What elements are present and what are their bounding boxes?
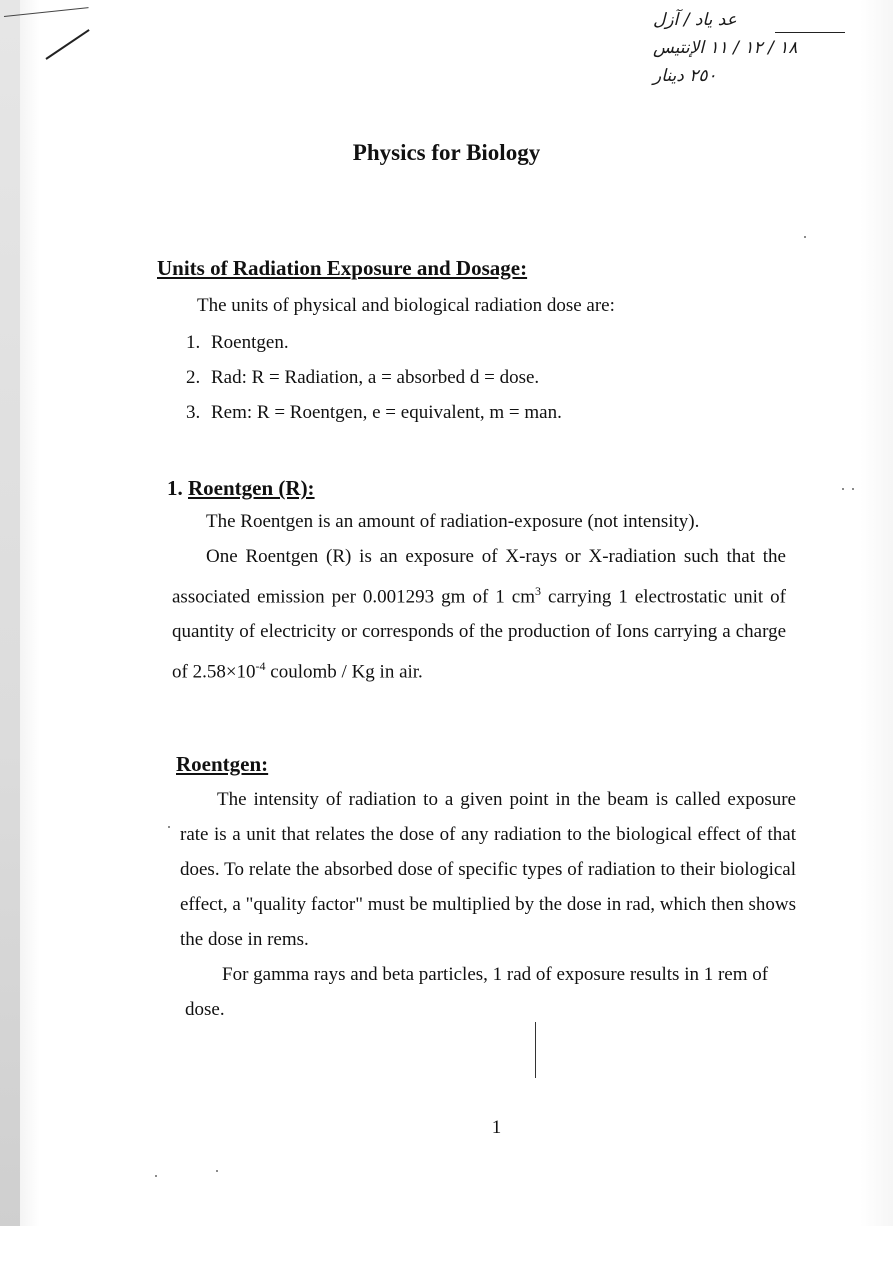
text-run: coulomb / Kg in air. (265, 661, 423, 683)
handwritten-line-2: ١٨ / ١٢ / ١١ الإنتيس (653, 38, 798, 58)
section-heading-roentgen-r (167, 476, 315, 501)
list-item (186, 325, 562, 360)
list-item-text: Rem: R = Roentgen, e = equivalent, m = man. (211, 402, 562, 423)
handwritten-line-1: عد ياد / آزل (653, 10, 737, 30)
speck (216, 1170, 218, 1172)
speck (168, 826, 170, 828)
list-item-text: Roentgen. (211, 332, 289, 353)
handwritten-underline (775, 32, 845, 33)
handwritten-note (653, 6, 853, 90)
page-bottom-margin (0, 1226, 893, 1263)
speck (842, 488, 844, 490)
superscript: -4 (255, 659, 266, 674)
units-intro: The units of physical and biological radiation dose are: (197, 295, 615, 316)
section-number: 1. (167, 476, 183, 500)
vertical-pen-line (535, 1022, 536, 1078)
list-item-number: 2. (186, 367, 201, 388)
text-run: carrying 1 electrostatic unit of quantity of electricity or corresponds of the production of Ions carrying a charge of 2.58×10 (172, 586, 787, 683)
list-item-number: 1. (186, 332, 201, 353)
roentgen-definition: The Roentgen is an amount of radiation-exposure (not intensity). (206, 511, 700, 532)
superscript: 3 (535, 584, 542, 598)
speck (155, 1175, 157, 1177)
section-heading-roentgen: Roentgen: (176, 752, 269, 776)
roentgen-explanation (172, 539, 786, 690)
scan-edge-shadow (0, 0, 20, 1230)
list-item-text: Rad: R = Radiation, a = absorbed d = dose. (211, 367, 540, 388)
list-item (186, 395, 562, 430)
page-number: 1 (491, 1117, 502, 1138)
handwritten-line-3: ٢٥٠ دينار (653, 66, 717, 86)
list-item (186, 360, 562, 395)
gamma-beta-paragraph: For gamma rays and beta particles, 1 rad of exposure results in 1 rem of dose. (185, 964, 769, 1020)
section-heading-units: Units of Radiation Exposure and Dosage: (157, 256, 528, 280)
text-run: One Roentgen (R) is an exposure of X-rays or X-radiation such that the associated emission per 0.001293 gm of 1 cm (172, 546, 786, 608)
speck (804, 236, 806, 238)
roentgen-intensity-paragraph: The intensity of radiation to a given point in the beam is called exposure rate is a unit that relates the dose of any radiation to the biological effect of that does. To relate the absorbed dose of specific types of radiation to their biological effect, a "quality factor" must be multiplied by the dose in rad, which then shows the dose in rems. (180, 789, 796, 950)
units-list (186, 325, 562, 430)
pen-mark-slash (45, 29, 89, 60)
page-title: Physics for Biology (352, 140, 541, 165)
speck (852, 488, 854, 490)
list-item-number: 3. (186, 402, 201, 423)
section-heading-text: Roentgen (R): (188, 476, 315, 500)
